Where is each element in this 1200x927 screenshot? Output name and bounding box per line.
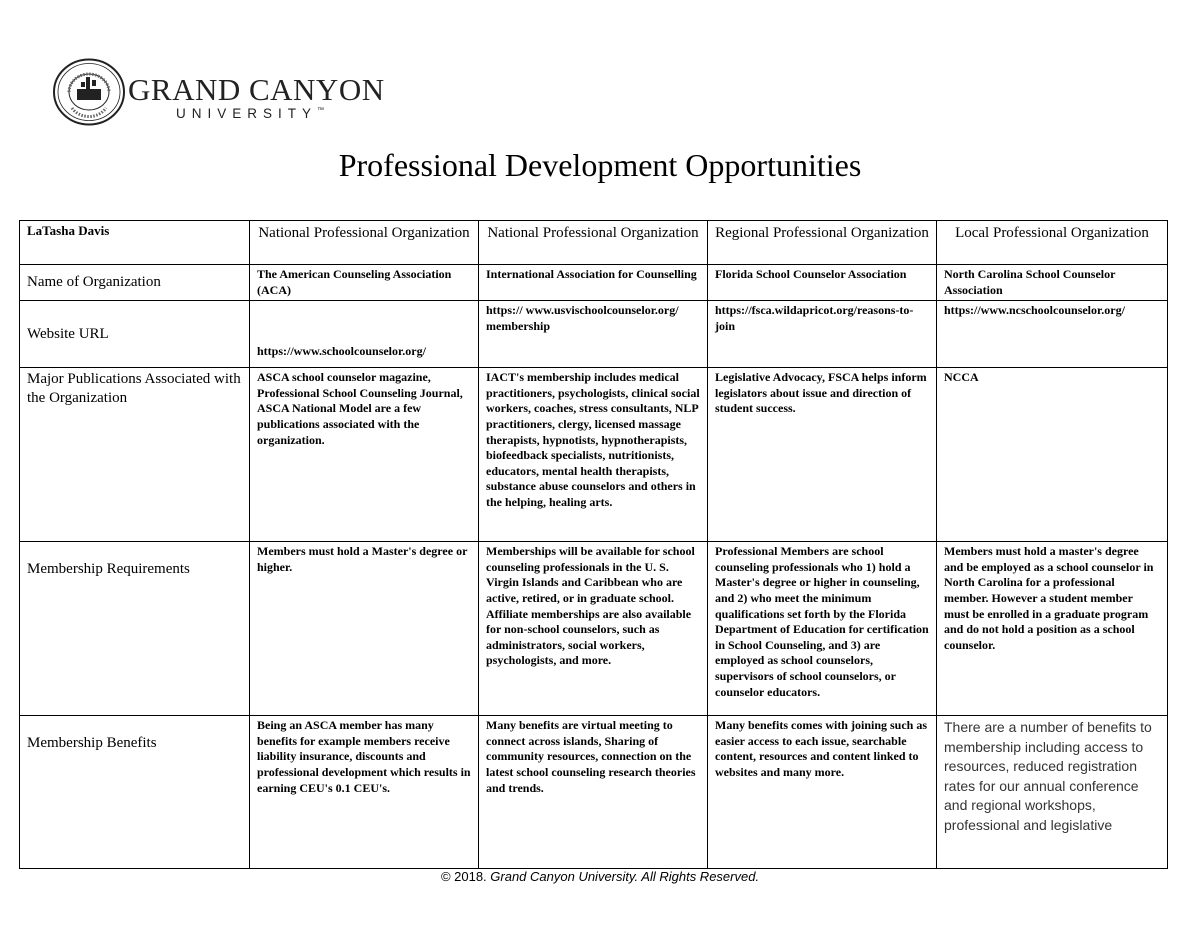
table-cell: Being an ASCA member has many benefits for example members receive liability insurance, discounts and professional development which results in earning CEU's 0.1 CEU's. bbox=[250, 716, 479, 869]
table-cell: North Carolina School Counselor Association bbox=[937, 265, 1168, 301]
table-cell: International Association for Counselling bbox=[479, 265, 708, 301]
student-name: LaTasha Davis bbox=[20, 221, 250, 265]
university-logo bbox=[52, 58, 385, 126]
table-cell: Many benefits comes with joining such as easier access to each issue, searchable content, resources and content linked to websites and many more. bbox=[708, 716, 937, 869]
website-link[interactable]: https:// www.usvischoolcounselor.org/ membership bbox=[479, 301, 708, 368]
page-title: Professional Development Opportunities bbox=[338, 147, 862, 183]
website-link[interactable]: https://www.ncschoolcounselor.org/ bbox=[937, 301, 1168, 368]
row-label-benefits: Membership Benefits bbox=[20, 716, 250, 869]
table-cell: Members must hold a master's degree and be employed as a school counselor in North Carolina for a professional member. However a student member must be enrolled in a graduate program and do not hold a position as a school counselor. bbox=[937, 542, 1168, 716]
column-header: Regional Professional Organization bbox=[708, 221, 937, 265]
logo-wordmark: GRAND CANYON bbox=[128, 72, 385, 107]
university-seal-icon bbox=[52, 58, 126, 126]
table-header-row bbox=[20, 221, 1168, 265]
table-cell: Legislative Advocacy, FSCA helps inform legislators about issue and direction of student success. bbox=[708, 368, 937, 542]
row-label-requirements: Membership Requirements bbox=[20, 542, 250, 716]
copyright-year: © 2018. bbox=[440, 869, 491, 884]
copyright-holder: Grand Canyon University. All Rights Reserved. bbox=[490, 869, 760, 884]
table-row bbox=[20, 301, 1168, 368]
website-link[interactable]: https://fsca.wildapricot.org/reasons-to-join bbox=[708, 301, 937, 368]
table-cell: Members must hold a Master's degree or higher. bbox=[250, 542, 479, 716]
table-row bbox=[20, 265, 1168, 301]
table-cell: ASCA school counselor magazine, Professional School Counseling Journal, ASCA National Model are a few publications associated with the organization. bbox=[250, 368, 479, 542]
trademark-symbol: ™ bbox=[317, 107, 325, 114]
column-header: National Professional Organization bbox=[250, 221, 479, 265]
row-label-publications: Major Publications Associated with the Organization bbox=[20, 368, 250, 542]
copyright-footer bbox=[0, 869, 1200, 884]
table-cell: Memberships will be available for school counseling professionals in the U. S. Virgin Islands and Caribbean who are active, retired, or in graduate school. Affiliate memberships are also available for non-school counselors, such as administrators, social workers, psychologists, and more. bbox=[479, 542, 708, 716]
logo-subtitle: UNIVERSITY™ bbox=[176, 106, 325, 121]
table-row bbox=[20, 716, 1168, 869]
organizations-table bbox=[19, 220, 1168, 869]
column-header: National Professional Organization bbox=[479, 221, 708, 265]
table-row bbox=[20, 542, 1168, 716]
table-cell: Florida School Counselor Association bbox=[708, 265, 937, 301]
column-header: Local Professional Organization bbox=[937, 221, 1168, 265]
table-cell: NCCA bbox=[937, 368, 1168, 542]
table-row bbox=[20, 368, 1168, 542]
table-cell: There are a number of benefits to membership including access to resources, reduced registration rates for our annual conference and regional workshops, professional and legislative bbox=[937, 716, 1168, 869]
table-cell: IACT's membership includes medical practitioners, psychologists, clinical social workers, coaches, stress consultants, NLP practitioners, clergy, licensed massage therapists, hypnotists, hypnotherapists, biofeedback specialists, nutritionists, educators, mental health therapists, substance abuse counselors and others in the helping, healing arts. bbox=[479, 368, 708, 542]
row-label-website: Website URL bbox=[20, 301, 250, 368]
table-cell: The American Counseling Association (ACA) bbox=[250, 265, 479, 301]
website-link[interactable]: https://www.schoolcounselor.org/ bbox=[250, 301, 479, 368]
table-cell: Professional Members are school counseling professionals who 1) hold a Master's degree or higher in counseling, and 2) who meet the minimum qualifications set forth by the Florida Department of Education for certification in School Counseling, and 3) are employed as school counselors, supervisors of school counselors, or counselor educators. bbox=[708, 542, 937, 716]
row-label-name: Name of Organization bbox=[20, 265, 250, 301]
table-cell: Many benefits are virtual meeting to connect across islands, Sharing of community resources, connection on the latest school counseling research theories and trends. bbox=[479, 716, 708, 869]
